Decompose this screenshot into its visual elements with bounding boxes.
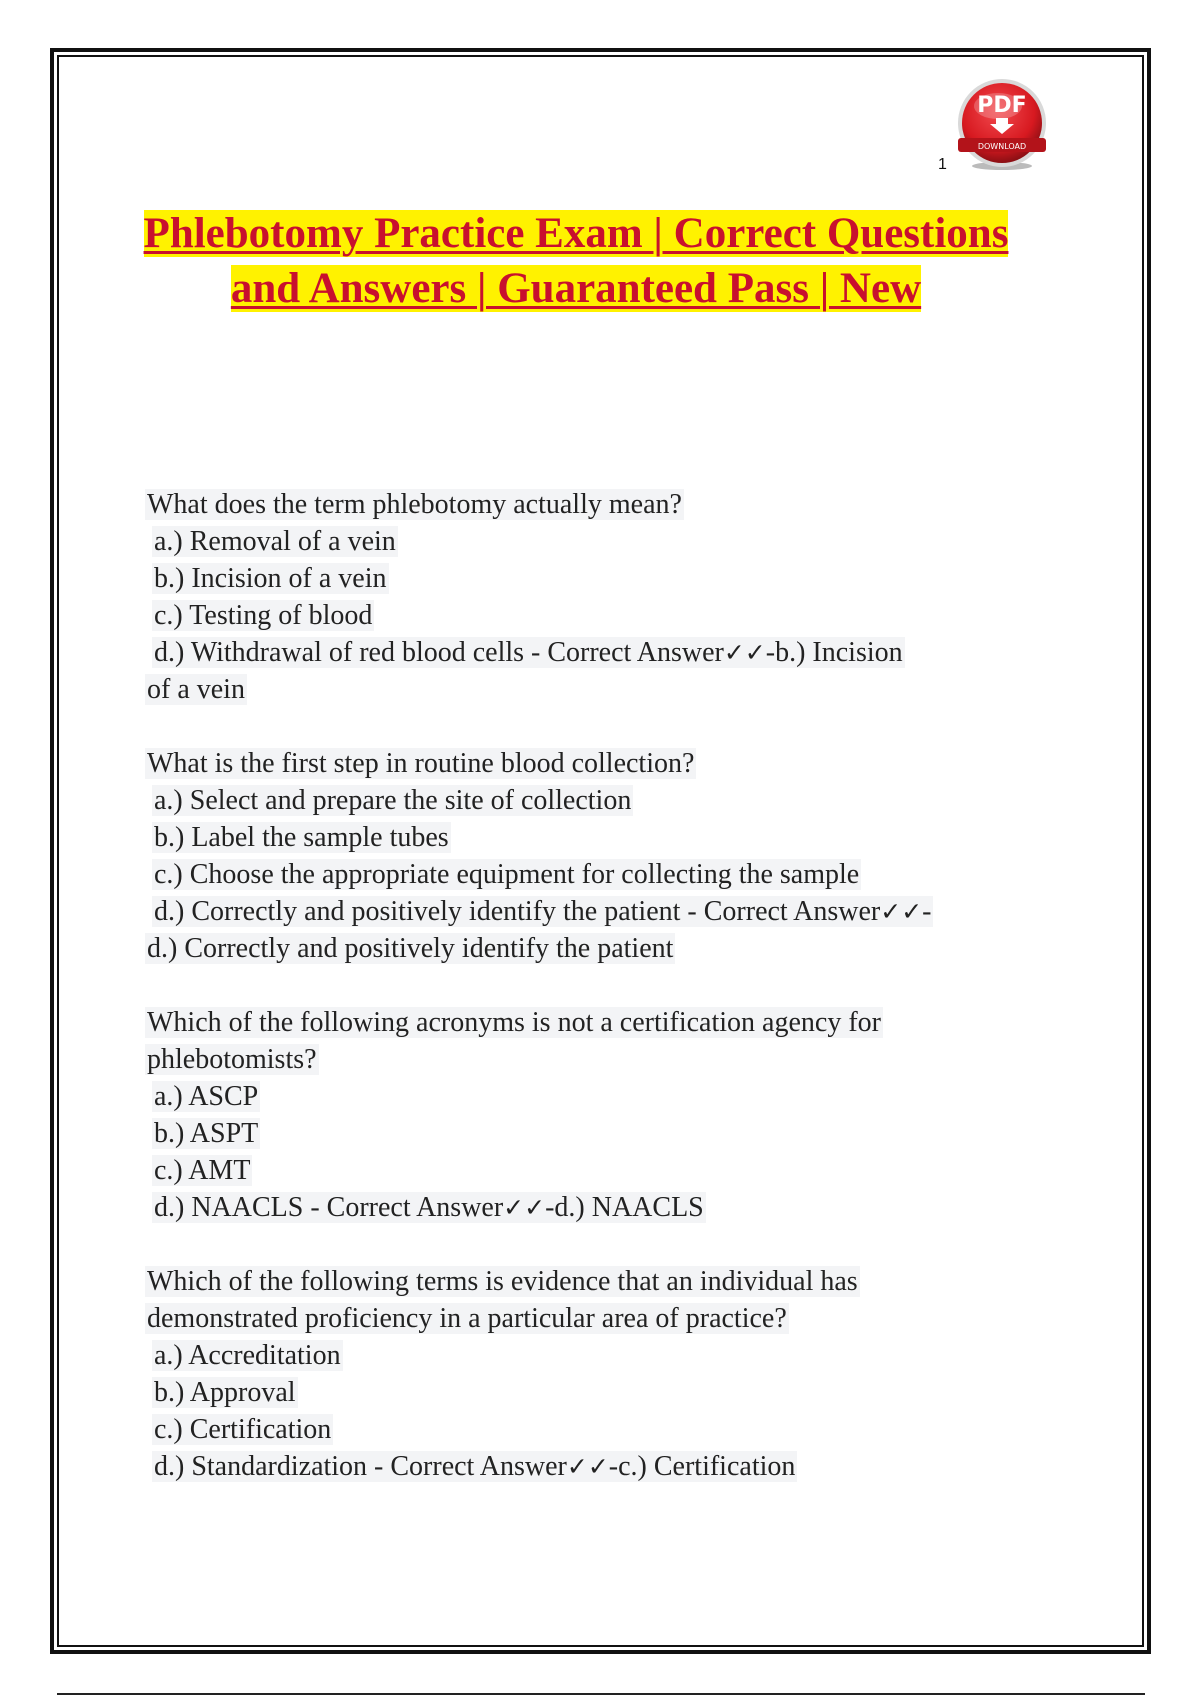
check-mark-icon: ✓✓ — [723, 638, 766, 667]
answer-option-c: c.) Certification — [154, 1414, 332, 1445]
answer-option-d — [145, 893, 1065, 930]
check-mark-icon: ✓✓ — [503, 1193, 546, 1222]
question-list — [145, 486, 1065, 1522]
correct-answer-continued: d.) Correctly and positively identify the patient — [147, 933, 674, 964]
question-prompt: What is the first step in routine blood collection? — [147, 748, 695, 779]
question-block-4 — [145, 1263, 1065, 1485]
answer-option-d-text: d.) Standardization - Correct Answer — [154, 1451, 567, 1482]
answer-option-d — [145, 1189, 1065, 1226]
correct-answer-continued: of a vein — [147, 674, 245, 705]
answer-option-a: a.) Accreditation — [154, 1340, 341, 1371]
answer-option-a: a.) ASCP — [154, 1081, 259, 1112]
answer-option-b: b.) Approval — [154, 1377, 296, 1408]
answer-option-d — [145, 1448, 1065, 1485]
document-title: Phlebotomy Practice Exam | Correct Questions and Answers | Guaranteed Pass | New — [143, 210, 1009, 312]
check-mark-icon: ✓✓ — [566, 1452, 609, 1481]
check-mark-icon: ✓✓ — [880, 897, 923, 926]
pdf-badge-text: PDF — [977, 93, 1027, 118]
correct-answer-text: -b.) Incision — [765, 637, 903, 668]
correct-answer-text: -c.) Certification — [608, 1451, 796, 1482]
answer-option-c: c.) Choose the appropriate equipment for collecting the sample — [154, 859, 860, 890]
question-prompt-line-1: Which of the following acronyms is not a certification agency for — [147, 1007, 881, 1038]
answer-option-d-text: d.) NAACLS - Correct Answer — [154, 1192, 504, 1223]
answer-option-a: a.) Select and prepare the site of collection — [154, 785, 632, 816]
question-prompt-line-2: demonstrated proficiency in a particular area of practice? — [147, 1303, 787, 1334]
answer-option-d-text: d.) Correctly and positively identify the patient - Correct Answer — [154, 896, 881, 927]
question-prompt: What does the term phlebotomy actually mean? — [147, 489, 682, 520]
answer-option-c: c.) AMT — [154, 1155, 251, 1186]
correct-answer-text: - — [922, 896, 932, 927]
pdf-download-icon[interactable] — [954, 76, 1050, 172]
answer-option-b: b.) Label the sample tubes — [154, 822, 449, 853]
pdf-badge-subtext: DOWNLOAD — [977, 142, 1027, 151]
footer-divider — [57, 1693, 1145, 1695]
answer-option-c: c.) Testing of blood — [154, 600, 373, 631]
page-number: 1 — [938, 156, 947, 173]
answer-option-d — [145, 634, 1065, 671]
question-block-2 — [145, 745, 1065, 967]
answer-option-d-text: d.) Withdrawal of red blood cells - Correct Answer — [154, 637, 724, 668]
question-prompt-line-1: Which of the following terms is evidence that an individual has — [147, 1266, 858, 1297]
question-block-1 — [145, 486, 1065, 708]
question-prompt-line-2: phlebotomists? — [147, 1044, 317, 1075]
document-title-block — [130, 206, 1022, 316]
answer-option-b: b.) ASPT — [154, 1118, 259, 1149]
answer-option-b: b.) Incision of a vein — [154, 563, 387, 594]
answer-option-a: a.) Removal of a vein — [154, 526, 396, 557]
question-block-3 — [145, 1004, 1065, 1226]
correct-answer-text: -d.) NAACLS — [545, 1192, 704, 1223]
